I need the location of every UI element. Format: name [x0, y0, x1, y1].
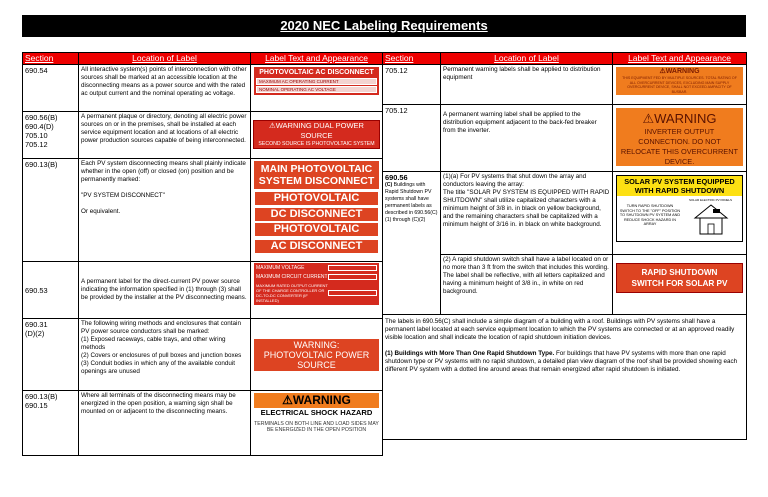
location-cell: The following wiring methods and enclosures that contain PV power source conductors shall be marked: (1) Exposed raceways, cable trays, and other wiring methods (2) Covers or enclosures of pull boxes and junction boxes (3) Conduit bodies in which any of the available conduit openings are unused: [79, 319, 251, 391]
left-table: [22, 52, 383, 456]
section-cell: 690.13(B) 690.15: [23, 391, 79, 456]
table-row: [383, 65, 747, 105]
pv-label: PHOTOVOLTAIC: [254, 222, 379, 237]
right-table: [382, 52, 747, 440]
table-row: [23, 65, 383, 112]
location-cell: Where all terminals of the disconnecting means may be energized in the open position, a warning sign shall be mounted on or adjacent to the disconnecting means.: [79, 391, 251, 456]
house-icon: [691, 202, 731, 236]
dc-disconnect-label: DC DISCONNECT: [254, 207, 379, 222]
section-cell: 690.56(B) 690.4(D) 705.10 705.12: [23, 112, 79, 159]
header-location: Location of Label: [79, 53, 251, 65]
location-cell: A permanent warning label shall be applied to the distribution equipment adjacent to the back-fed breaker from the inverter.: [441, 105, 613, 172]
table-row: [383, 105, 747, 172]
label-cell: [613, 105, 747, 172]
header-location: Location of Label: [441, 53, 613, 65]
location-cell: A permanent label for the direct-current PV power source indicating the information specified in (1) through (3) shall be provided by the installer at the PV disconnecting means.: [79, 262, 251, 319]
section-cell: 690.31 (D)(2): [23, 319, 79, 391]
pv-power-source-label: WARNING: PHOTOVOLTAIC POWER SOURCE: [254, 339, 379, 371]
shock-hazard-label: ⚠WARNING ELECTRICAL SHOCK HAZARD TERMINALS ON BOTH LINE AND LOAD SIDES MAY BE ENERGIZED IN THE OPEN POSITION: [254, 393, 379, 433]
label-cell: [251, 65, 383, 112]
table-row: [23, 319, 383, 391]
main-pv-disconnect-label: MAIN PHOTOVOLTAIC SYSTEM DISCONNECT: [254, 161, 379, 189]
label-cell: [251, 159, 383, 262]
label-cell: [251, 262, 383, 319]
header-section: Section: [383, 53, 441, 65]
table-row: [383, 172, 747, 255]
section-cell: 690.56 (C) Buildings with Rapid Shutdown PV systems shall have permanent labels as described in 690.56(C)(1) through (C)(2): [383, 172, 441, 315]
location-cell: Each PV system disconnecting means shall plainly indicate whether in the open (off) or closed (on) position and be permanently marked: "PV SYSTEM DISCONNECT" Or equivalent.: [79, 159, 251, 262]
table-row: [23, 262, 383, 319]
table-row: [23, 159, 383, 262]
location-cell: (2) A rapid shutdown switch shall have a label located on or no more than 3 ft from the switch that includes this wording. The label shall be reflective, with all letters capitalized and having a minimum height of 3/8 in., in white on red background.: [441, 255, 613, 315]
label-cell: [613, 65, 747, 105]
section-cell: 705.12: [383, 65, 441, 105]
rapid-shutdown-label: SOLAR PV SYSTEM EQUIPPED WITH RAPID SHUTDOWN TURN RAPID SHUTDOWN SWITCH TO THE "OFF" POSITION TO SHUTDOWN PV SYSTEM AND REDUCE SHOCK HAZARD IN ARRAY SOLAR ELECTRIC PV PANELS: [616, 175, 743, 242]
location-cell: (1)(a) For PV systems that shut down the array and conductors leaving the array: The title "SOLAR PV SYSTEM IS EQUIPPED WITH RAPID SHUTDOWN" shall utilize capitalized characters with a minimum height of 3/8 in. in black on yellow background, and the remaining characters shall be capitalized with a minimum height of 3/16 in. in black on white background.: [441, 172, 613, 255]
pv-label: PHOTOVOLTAIC: [254, 191, 379, 206]
label-cell: [251, 112, 383, 159]
page-title: 2020 NEC Labeling Requirements: [22, 15, 746, 37]
section-cell: 705.12: [383, 105, 441, 172]
dc-power-source-label: MAXIMUM VOLTAGE MAXIMUM CIRCUIT CURRENT MAXIMUM RATED OUTPUT CURRENT OF THE CHARGE CONTROLLER OR DC-TO-DC CONVERTER (IF INSTALLED): [254, 263, 379, 305]
header-label: Label Text and Appearance: [613, 53, 747, 65]
section-cell: 690.54: [23, 65, 79, 112]
location-cell: Permanent warning labels shall be applied to distribution equipment: [441, 65, 613, 105]
label-cell: [613, 255, 747, 315]
location-cell: A permanent plaque or directory, denoting all electric power sources on or in the premises, shall be installed at each service equipment location and at locations of all electric power production sources capable of being interconnected.: [79, 112, 251, 159]
multiple-sources-label: ⚠WARNING THIS EQUIPMENT FED BY MULTIPLE SOURCES. TOTAL RATING OF ALL OVERCURRENT DEVICES, EXCLUDING MAIN SUPPLY OVERCURRENT DEVICE, SHALL NOT EXCEED AMPACITY OF BUSBAR.: [616, 67, 743, 95]
table-row: [383, 315, 747, 440]
rapid-shutdown-notes: The labels in 690.56(C) shall include a simple diagram of a building with a roof. Buildings with PV systems shall have a permanent label located at each service equipment location to which the PV systems are connected or at an approved readily visible location and shall indicate the location of rapid shutdown initiation devices. (1) Buildings with More Than One Rapid Shutdown Type. For buildings that have PV systems with more than one rapid shutdown type or PV systems with no rapid shutdown, a detailed plan view diagram of the roof shall be provided showing each different PV system with a dotted line around areas that remain energized after rapid shutdown is initiated.: [383, 315, 747, 440]
inverter-output-label: ⚠WARNING INVERTER OUTPUT CONNECTION. DO NOT RELOCATE THIS OVERCURRENT DEVICE.: [616, 108, 743, 166]
location-cell: All interactive system(s) points of interconnection with other sources shall be marked at an accessible location at the disconnecting means as a power source and with the rated ac output current and the nominal operating ac voltage.: [79, 65, 251, 112]
header-label: Label Text and Appearance: [251, 53, 383, 65]
ac-disconnect-label: AC DISCONNECT: [254, 239, 379, 254]
pv-ac-disconnect-label: PHOTOVOLTAIC AC DISCONNECT MAXIMUM AC OPERATING CURRENT NOMINAL OPERATING AC VOLTAGE: [254, 67, 379, 95]
table-row: [23, 112, 383, 159]
label-cell: [251, 391, 383, 456]
section-cell: 690.13(B): [23, 159, 79, 262]
rapid-shutdown-switch-label: RAPID SHUTDOWN SWITCH FOR SOLAR PV: [616, 263, 743, 293]
label-cell: [613, 172, 747, 255]
section-cell: 690.53: [23, 262, 79, 319]
header-section: Section: [23, 53, 79, 65]
building-diagram: SOLAR ELECTRIC PV PANELS: [681, 198, 740, 239]
table-row: [23, 391, 383, 456]
label-cell: [251, 319, 383, 391]
dual-power-label: ⚠WARNING DUAL POWER SOURCE SECOND SOURCE IS PHOTOVOLTAIC SYSTEM: [253, 120, 380, 149]
